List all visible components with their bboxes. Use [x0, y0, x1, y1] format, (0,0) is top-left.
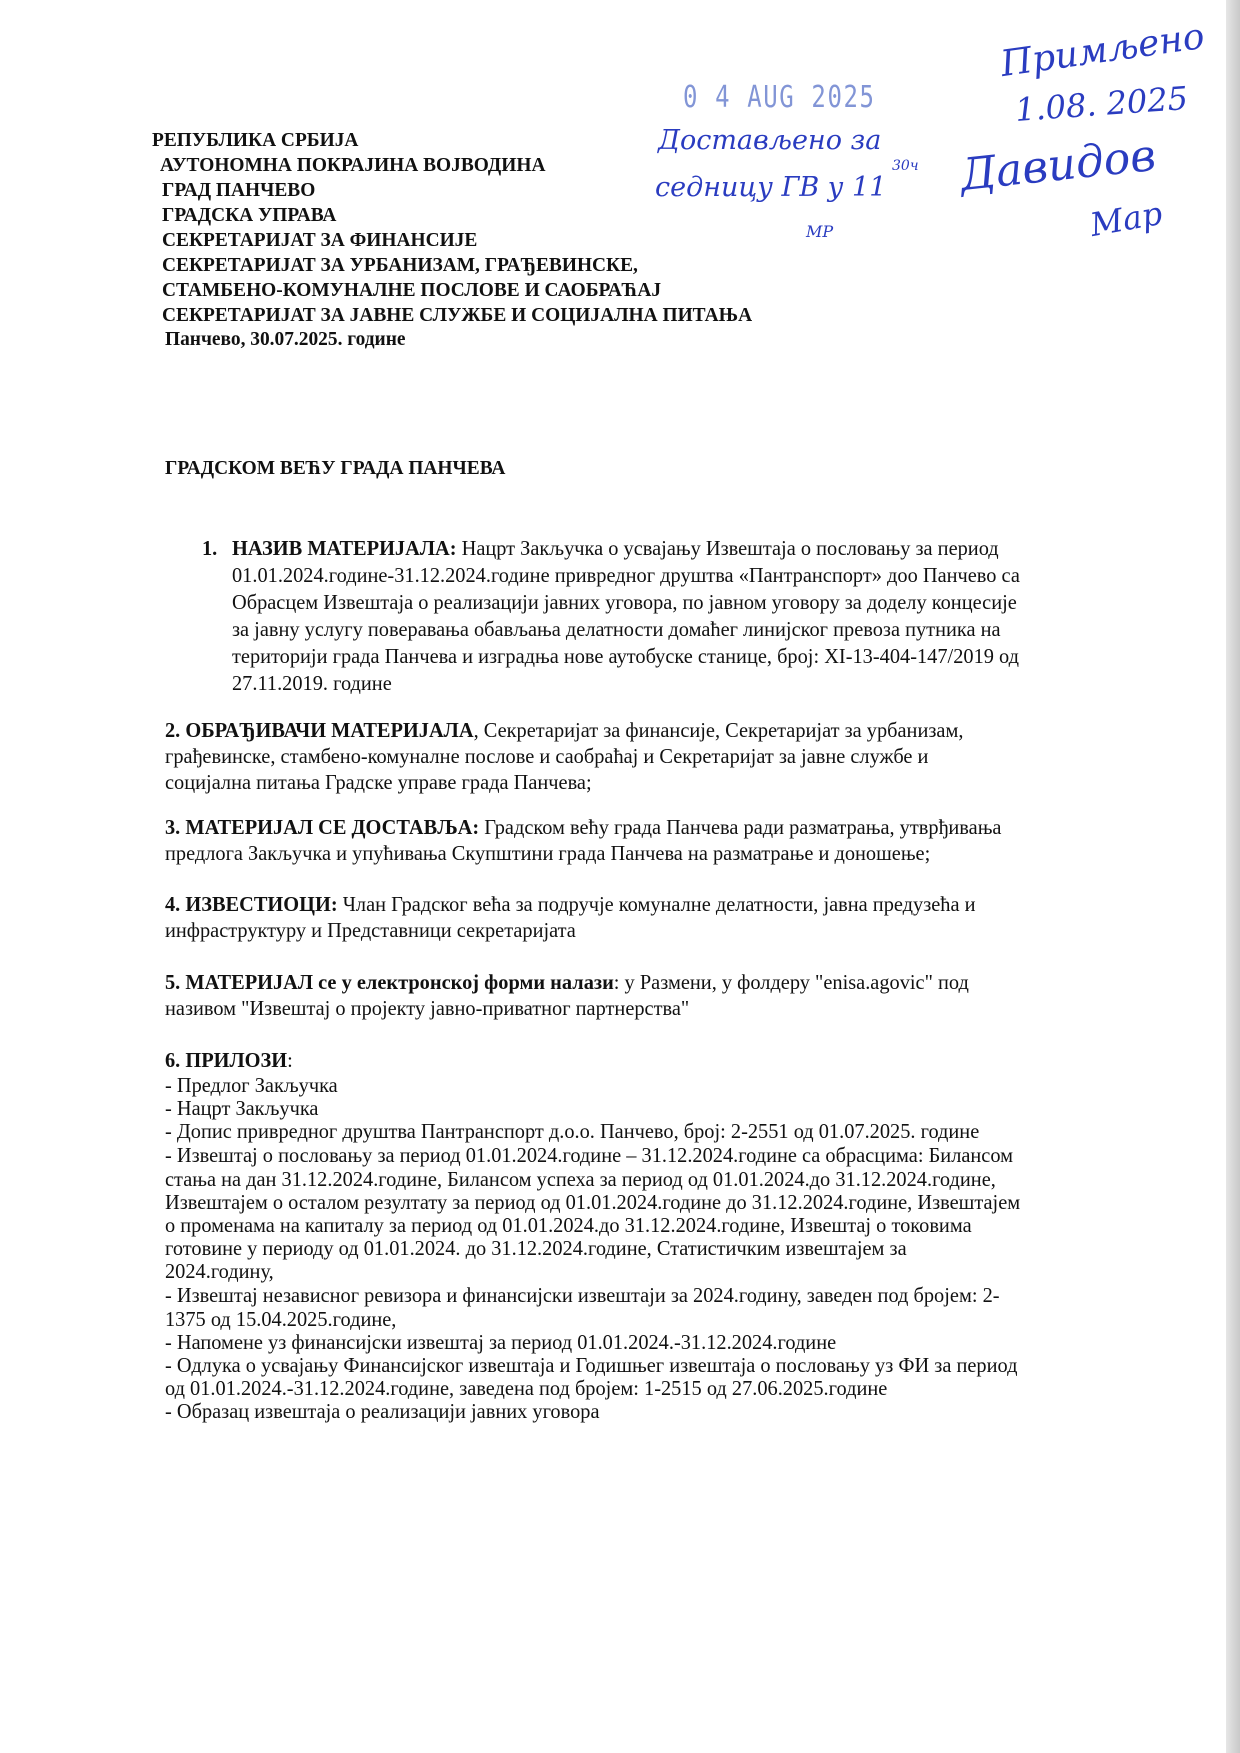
header-line: ГРАДСКА УПРАВА	[162, 204, 337, 226]
handwritten-delivered-line1: Достављено за	[658, 125, 882, 156]
header-line: РЕПУБЛИКА СРБИЈА	[152, 129, 359, 151]
section-label: 4. ИЗВЕСТИОЦИ:	[165, 892, 338, 916]
section-line: називом "Извештај о пројекту јавно-приватног партнерства"	[165, 996, 690, 1020]
section-label: НАЗИВ МАТЕРИЈАЛА:	[232, 536, 457, 560]
attachment-line: 2024.годину,	[165, 1259, 274, 1283]
section-line: 27.11.2019. године	[232, 671, 392, 695]
section-line: грађевинске, стамбено-комуналне послове и саобраћај и Секретаријат за јавне службе и	[165, 744, 929, 768]
section-line: 4. ИЗВЕСТИОЦИ: Члан Градског већа за подручје комуналне делатности, јавна предузећа и	[165, 892, 976, 916]
header-line: СЕКРЕТАРИЈАТ ЗА ЈАВНЕ СЛУЖБЕ И СОЦИЈАЛНА ПИТАЊА	[162, 304, 753, 326]
attachment-line: - Напомене уз финансијски извештај за период 01.01.2024.-31.12.2024.године	[165, 1330, 837, 1354]
handwritten-delivered-line2: седницу ГВ у 11	[655, 172, 887, 203]
header-line: СТАМБЕНО-КОМУНАЛНЕ ПОСЛОВЕ И САОБРАЋАЈ	[162, 279, 662, 301]
attachment-line: - Допис привредног друштва Пантранспорт д.о.о. Панчево, број: 2-2551 од 01.07.2025. године	[165, 1119, 980, 1143]
received-date-stamp: 0 4 AUG 2025	[683, 80, 876, 115]
handwritten-signature: Давидов	[957, 129, 1159, 202]
recipient: ГРАДСКОМ ВЕЋУ ГРАДА ПАНЧЕВА	[165, 457, 506, 479]
attachment-line: готовине у периоду од 01.01.2024. до 31.12.2024.године, Статистичким извештајем за	[165, 1236, 907, 1260]
handwritten-signature-initials: Мар	[1087, 194, 1166, 244]
section-line: инфраструктуру и Представници секретаријата	[165, 918, 576, 942]
section-line: 2. ОБРАЂИВАЧИ МАТЕРИЈАЛА, Секретаријат за финансије, Секретаријат за урбанизам,	[165, 718, 964, 742]
attachment-line: - Одлука о усвајању Финансијског извештаја и Годишњег извештаја о пословању уз ФИ за период	[165, 1353, 1018, 1377]
attachment-line: - Извештај о пословању за период 01.01.2024.године – 31.12.2024.године са обрасцима: Билансом	[165, 1143, 1014, 1167]
attachment-line: о променама на капиталу за период од 01.01.2024.до 31.12.2024.године, Извештај о токовима	[165, 1213, 972, 1237]
section-line: социјална питања Градске управе града Панчева;	[165, 770, 592, 794]
handwritten-time-suffix: 30ч	[892, 158, 919, 174]
section-label: 3. МАТЕРИЈАЛ СЕ ДОСТАВЉА:	[165, 815, 480, 839]
attachment-line: - Предлог Закључка	[165, 1073, 338, 1097]
section-line: предлога Закључка и упућивања Скупштини града Панчева на разматрање и доношење;	[165, 841, 931, 865]
section-number: 1.	[202, 536, 218, 560]
scan-edge-shadow	[1226, 0, 1240, 1753]
attachment-line: - Извештај независног ревизора и финансијски извештаји за 2024.годину, заведен под бројем: 2-	[165, 1283, 1000, 1307]
header-line: СЕКРЕТАРИЈАТ ЗА УРБАНИЗАМ, ГРАЂЕВИНСКЕ,	[162, 254, 638, 276]
section-line: 01.01.2024.године-31.12.2024.године привредног друштва «Пантранспорт» доо Панчево са	[232, 563, 1020, 587]
section-line: Обрасцем Извештаја о реализацији јавних уговора, по јавном уговору за доделу концесије	[232, 590, 1017, 614]
handwritten-approved: Примљено	[998, 15, 1207, 86]
header-line: АУТОНОМНА ПОКРАЈИНА ВОЈВОДИНА	[160, 154, 546, 176]
attachment-line: Извештајем о осталом резултату за период од 01.01.2024.године до 31.12.2024.године, Извештајем	[165, 1190, 1021, 1214]
section-label: 2. ОБРАЂИВАЧИ МАТЕРИЈАЛА	[165, 718, 474, 742]
header-line: ГРАД ПАНЧЕВО	[162, 179, 316, 201]
section-line: територији града Панчева и изградња нове аутобуске станице, број: XI-13-404-147/2019 од	[232, 644, 1020, 668]
section-line: за јавну услугу поверавања обављања делатности домаћег линијског превоза путника на	[232, 617, 1001, 641]
handwritten-initials: МР	[806, 222, 834, 241]
section-label: 5. МАТЕРИЈАЛ се у електронској форми налази	[165, 970, 614, 994]
section-line: 3. МАТЕРИЈАЛ СЕ ДОСТАВЉА: Градском већу града Панчева ради разматрања, утврђивања	[165, 815, 1002, 839]
attachment-line: - Образац извештаја о реализацији јавних уговора	[165, 1399, 600, 1423]
attachment-line: стања на дан 31.12.2024.године, Билансом успеха за период од 01.01.2024.до 31.12.2024.године,	[165, 1167, 996, 1191]
attachment-line: 1375 од 15.04.2025.године,	[165, 1307, 397, 1331]
section-label: 6. ПРИЛОЗИ	[165, 1048, 288, 1072]
section-line: 6. ПРИЛОЗИ:	[165, 1048, 293, 1072]
header-line: СЕКРЕТАРИЈАТ ЗА ФИНАНСИЈЕ	[162, 229, 478, 251]
attachment-line: - Нацрт Закључка	[165, 1096, 319, 1120]
section-line: 5. МАТЕРИЈАЛ се у електронској форми налази: у Размени, у фолдеру "enisa.agovic" под	[165, 970, 969, 994]
section-line: НАЗИВ МАТЕРИЈАЛА: Нацрт Закључка о усвајању Извештаја о пословању за период	[232, 536, 999, 560]
attachment-line: од 01.01.2024.-31.12.2024.године, заведена под бројем: 1-2515 од 27.06.2025.године	[165, 1376, 888, 1400]
document-date: Панчево, 30.07.2025. године	[165, 328, 406, 350]
handwritten-approved-date: 1.08. 2025	[1013, 79, 1190, 129]
